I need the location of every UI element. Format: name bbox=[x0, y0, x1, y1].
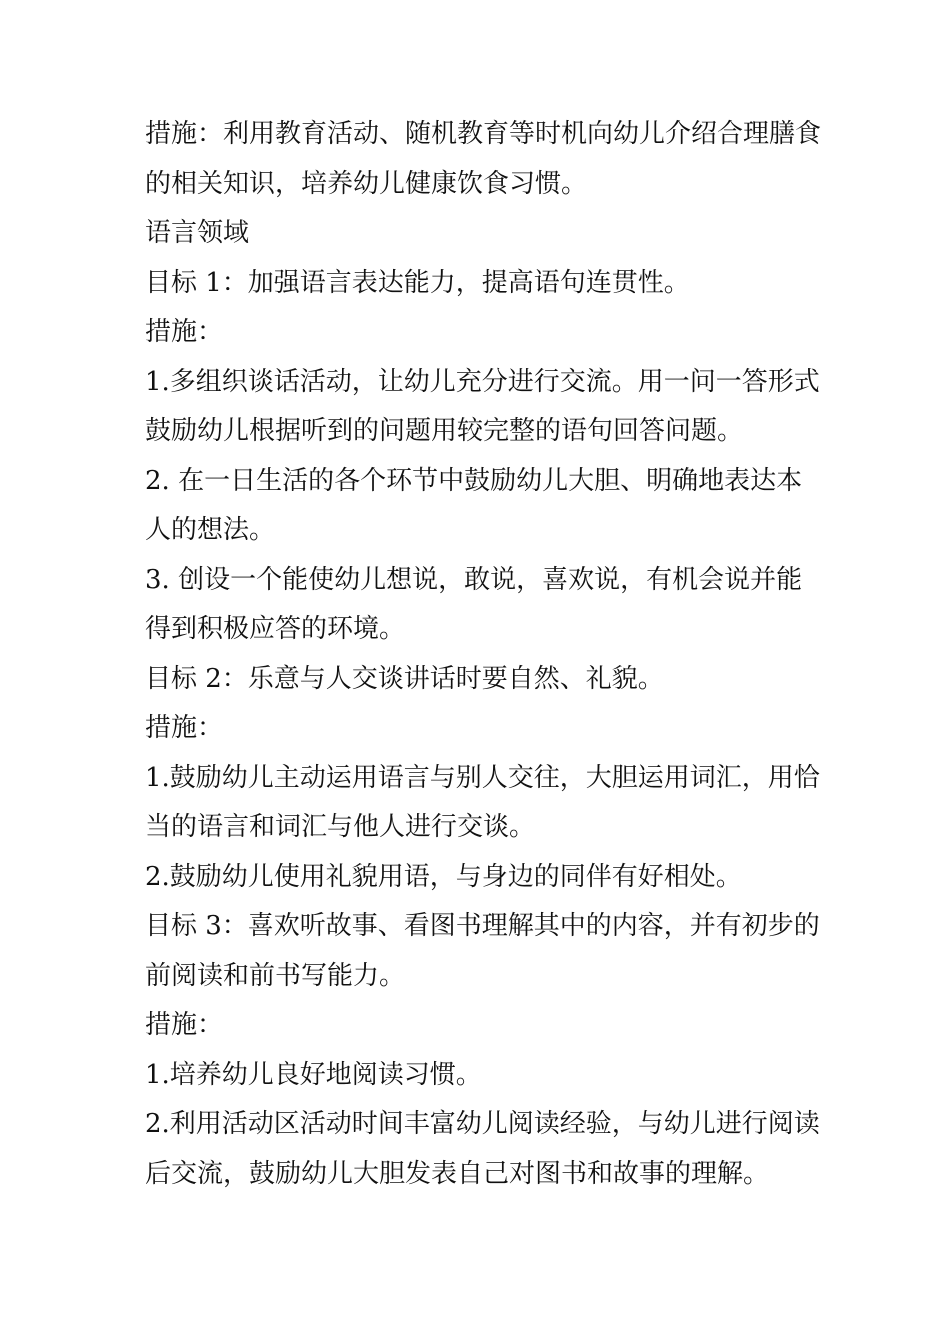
goal-heading: 目标 2：乐意与人交谈讲话时要自然、礼貌。 bbox=[145, 663, 664, 694]
measures-label: 措施： bbox=[145, 1010, 224, 1040]
text-line: 当的语言和词汇与他人进行交谈。 bbox=[145, 812, 536, 842]
text-line: 2.利用活动区活动时间丰富幼儿阅读经验，与幼儿进行阅读 bbox=[145, 1109, 820, 1139]
text-line: 1.多组织谈话活动，让幼儿充分进行交流。用一问一答形式 bbox=[145, 366, 820, 397]
goal-heading: 目标 3：喜欢听故事、看图书理解其中的内容，并有初步的 bbox=[145, 911, 820, 941]
goal-heading: 目标 1：加强语言表达能力，提高语句连贯性。 bbox=[145, 267, 690, 298]
text-line: 后交流，鼓励幼儿大胆发表自己对图书和故事的理解。 bbox=[145, 1158, 770, 1189]
text-line: 1.培养幼儿良好地阅读习惯。 bbox=[145, 1059, 482, 1090]
document-body bbox=[145, 110, 822, 1199]
text-line: 的相关知识，培养幼儿健康饮食习惯。 bbox=[145, 168, 588, 199]
text-line: 鼓励幼儿根据听到的问题用较完整的语句回答问题。 bbox=[145, 416, 744, 446]
text-line: 1.鼓励幼儿主动运用语言与别人交往，大胆运用词汇，用恰 bbox=[145, 762, 820, 793]
text-line: 措施：利用教育活动、随机教育等时机向幼儿介绍合理膳食 bbox=[145, 119, 822, 149]
text-line: 2. 在一日生活的各个环节中鼓励幼儿大胆、明确地表达本 bbox=[145, 465, 803, 496]
measures-label: 措施： bbox=[145, 713, 224, 743]
section-heading: 语言领域 bbox=[145, 218, 250, 248]
text-line: 2.鼓励幼儿使用礼貌用语，与身边的同伴有好相处。 bbox=[145, 861, 742, 892]
text-line: 3. 创设一个能使幼儿想说，敢说，喜欢说，有机会说并能 bbox=[145, 564, 803, 595]
text-line: 前阅读和前书写能力。 bbox=[145, 960, 406, 991]
text-line: 人的想法。 bbox=[145, 515, 276, 545]
measures-label: 措施： bbox=[145, 317, 224, 347]
text-line: 得到积极应答的环境。 bbox=[145, 614, 406, 644]
